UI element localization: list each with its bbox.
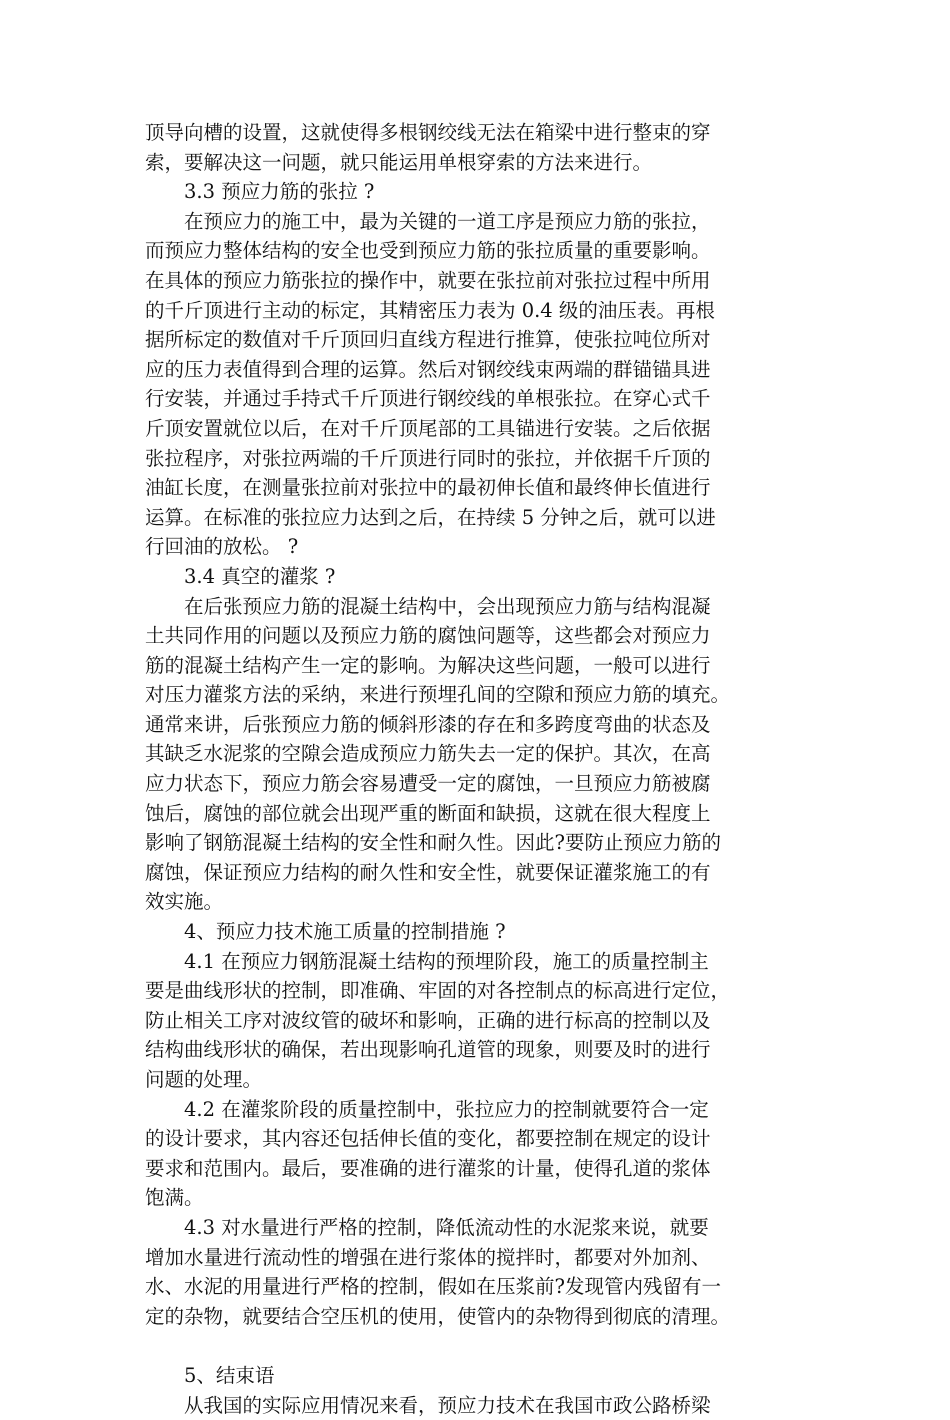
text-line: 4、预应力技术施工质量的控制措施 ? xyxy=(145,920,506,944)
text-line: 据所标定的数值对千斤顶回归直线方程进行推算，使张拉吨位所对 xyxy=(145,328,711,352)
text-line: 通常来讲，后张预应力筋的倾斜形漆的存在和多跨度弯曲的状态及 xyxy=(145,712,711,736)
text-line: 运算。在标准的张拉应力达到之后，在持续 5 分钟之后，就可以进 xyxy=(145,505,716,529)
text-line: 应力状态下，预应力筋会容易遭受一定的腐蚀，一旦预应力筋被腐 xyxy=(145,772,711,796)
text-line: 4.2 在灌浆阶段的质量控制中，张拉应力的控制就要符合一定 xyxy=(145,1097,709,1121)
text-line: 要求和范围内。最后，要准确的进行灌浆的计量，使得孔道的浆体 xyxy=(145,1156,711,1180)
text-line: 在后张预应力筋的混凝土结构中，会出现预应力筋与结构混凝 xyxy=(145,594,711,618)
text-line: 对压力灌浆方法的采纳，来进行预埋孔间的空隙和预应力筋的填充。 xyxy=(145,683,731,707)
text-line: 影响了钢筋混凝土结构的安全性和耐久性。因此?要防止预应力筋的 xyxy=(145,831,721,855)
text-line: 饱满。 xyxy=(145,1186,204,1210)
text-line: 结构曲线形状的确保，若出现影响孔道管的现象，则要及时的进行 xyxy=(145,1038,711,1062)
text-line: 在具体的预应力筋张拉的操作中，就要在张拉前对张拉过程中所用 xyxy=(145,268,711,292)
text-line: 4.1 在预应力钢筋混凝土结构的预埋阶段，施工的质量控制主 xyxy=(145,949,709,973)
text-line: 4.3 对水量进行严格的控制，降低流动性的水泥浆来说，就要 xyxy=(145,1215,709,1239)
text-line: 要是曲线形状的控制，即准确、牢固的对各控制点的标高进行定位， xyxy=(145,979,731,1003)
text-line: 在预应力的施工中，最为关键的一道工序是预应力筋的张拉， xyxy=(145,209,711,233)
text-line: 3.3 预应力筋的张拉 ? xyxy=(145,180,375,204)
text-line: 防止相关工序对波纹管的破坏和影响，正确的进行标高的控制以及 xyxy=(145,1008,711,1032)
text-line: 行安装，并通过手持式千斤顶进行钢绞线的单根张拉。在穿心式千 xyxy=(145,387,711,411)
text-line: 腐蚀，保证预应力结构的耐久性和安全性，就要保证灌浆施工的有 xyxy=(145,860,711,884)
text-line: 而预应力整体结构的安全也受到预应力筋的张拉质量的重要影响。 xyxy=(145,239,711,263)
text-line: 蚀后，腐蚀的部位就会出现严重的断面和缺损，这就在很大程度上 xyxy=(145,801,711,825)
text-line: 5、结束语 xyxy=(145,1363,275,1387)
text-line: 问题的处理。 xyxy=(145,1068,263,1091)
text-line: 索，要解决这一问题，就只能运用单根穿索的方法来进行。 xyxy=(145,150,653,174)
text-line: 增加水量进行流动性的增强在进行浆体的搅拌时，都要对外加剂、 xyxy=(145,1245,711,1269)
text-line: 筋的混凝土结构产生一定的影响。为解决这些问题，一般可以进行 xyxy=(145,653,711,677)
text-line: 的千斤顶进行主动的标定，其精密压力表为 0.4 级的油压表。再根 xyxy=(145,298,715,322)
document-body xyxy=(145,118,805,1420)
text-line: 其缺乏水泥浆的空隙会造成预应力筋失去一定的保护。其次，在高 xyxy=(145,742,711,766)
text-line: 应的压力表值得到合理的运算。然后对钢绞线束两端的群锚锚具进 xyxy=(145,357,711,381)
text-line: 3.4 真空的灌浆 ? xyxy=(145,564,336,588)
text-line: 效实施。 xyxy=(145,890,224,914)
text-line: 张拉程序，对张拉两端的千斤顶进行同时的张拉，并依据千斤顶的 xyxy=(145,446,711,470)
text-line: 行回油的放松。 ? xyxy=(145,535,299,559)
text-line: 油缸长度，在测量张拉前对张拉中的最初伸长值和最终伸长值进行 xyxy=(145,476,711,500)
text-line: 的设计要求，其内容还包括伸长值的变化，都要控制在规定的设计 xyxy=(145,1127,711,1151)
text-line: 水、水泥的用量进行严格的控制，假如在压浆前?发现管内残留有一 xyxy=(145,1275,721,1299)
blank-line xyxy=(145,1331,805,1361)
text-line: 斤顶安置就位以后，在对千斤顶尾部的工具锚进行安装。之后依据 xyxy=(145,416,711,440)
text-line: 土共同作用的问题以及预应力筋的腐蚀问题等，这些都会对预应力 xyxy=(145,624,711,648)
text-line: 定的杂物，就要结合空压机的使用，使管内的杂物得到彻底的清理。 xyxy=(145,1304,731,1328)
text-line: 顶导向槽的设置，这就使得多根钢绞线无法在箱梁中进行整束的穿 xyxy=(145,121,711,144)
text-line: 从我国的实际应用情况来看，预应力技术在我国市政公路桥梁 xyxy=(145,1393,711,1417)
